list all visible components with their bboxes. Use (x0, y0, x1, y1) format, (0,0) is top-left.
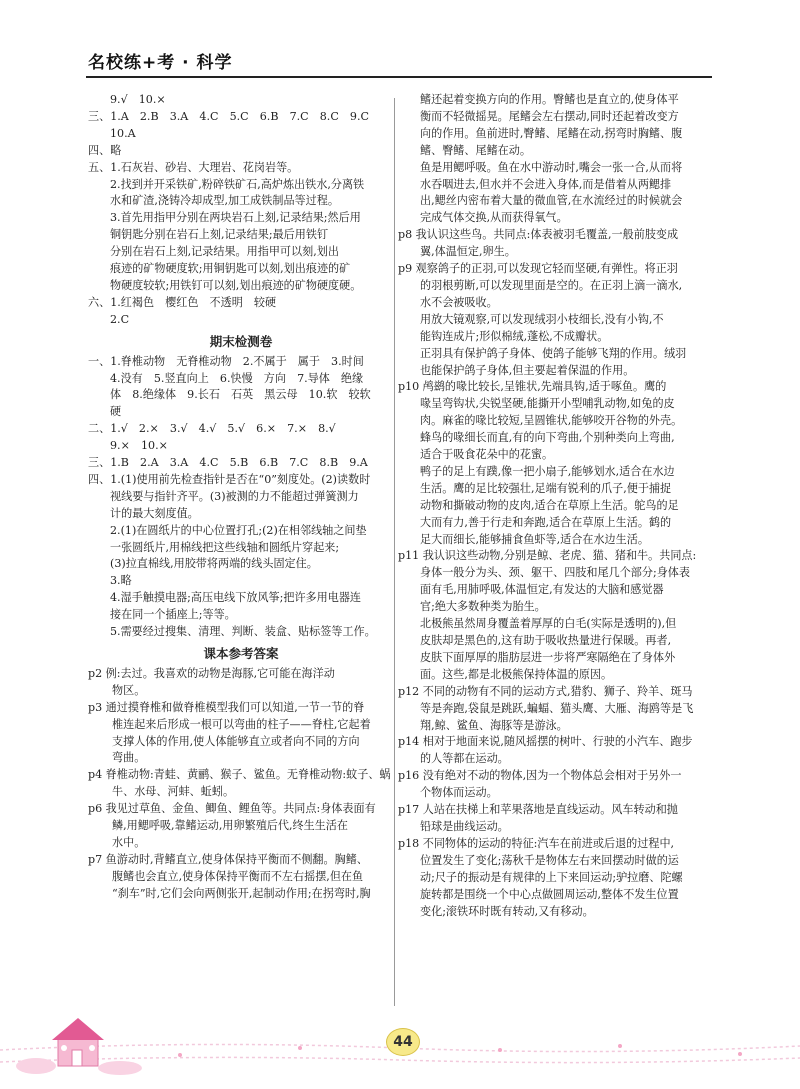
text-line: p2 例:去过。我喜欢的动物是海豚,它可能在海洋动 (88, 666, 335, 680)
text-line: 四、1.(1)使用前先检查指针是否在“0”刻度处。(2)读数时 (88, 472, 371, 486)
text-line: 9.× 10.× (110, 439, 168, 453)
text-line: 2.C (110, 312, 130, 326)
page-number: 44 (386, 1028, 420, 1056)
text-line: 皮肤下面厚厚的脂肪层进一步将严寒隔绝在了身体外 (420, 650, 676, 664)
text-line: 生活。鹰的足比较强壮,足端有锐利的爪子,便于捕捉 (420, 481, 672, 495)
text-line: 五、1.石灰岩、砂岩、大理岩、花岗岩等。 (88, 160, 299, 174)
text-line: 鳍、臀鳍、尾鳍在动。 (420, 143, 531, 157)
text-line: 腹鳍也会直立,使身体保持平衡而不左右摇摆,但在鱼 (112, 869, 364, 883)
text-line: 水中。 (112, 835, 146, 849)
text-line: 三、1.A 2.B 3.A 4.C 5.C 6.B 7.C 8.C 9.C (88, 109, 369, 123)
text-line: 一张圆纸片,用棉线把这些线轴和圆纸片穿起来; (110, 540, 340, 554)
text-line: 鸭子的足上有蹼,像一把小扇子,能够划水,适合在水边 (420, 464, 675, 478)
text-line: 蜂鸟的喙细长而直,有的向下弯曲,个别种类向上弯曲, (420, 431, 675, 445)
text-line: 椎连起来后形成一根可以弯曲的柱子——脊柱,它起着 (112, 717, 371, 731)
text-line: 4.没有 5.竖直向上 6.快慢 方向 7.导体 绝缘 (110, 371, 364, 385)
text-line: 官;绝大多数种类为胎生。 (420, 600, 546, 614)
text-line: 硬 (110, 405, 122, 419)
text-line: p4 脊椎动物:青蛙、黄鹂、猴子、鲨鱼。无脊椎动物:蚊子、蜗 (88, 768, 391, 782)
section-title-textbook-answers: 课本参考答案 (203, 646, 279, 661)
text-line: 二、1.√ 2.× 3.√ 4.√ 5.√ 6.× 7.× 8.√ (88, 422, 336, 436)
text-line: 正羽具有保护鸽子身体、使鸽子能够飞翔的作用。绒羽 (420, 346, 687, 360)
text-line: 翔,鲸、鲨鱼、海豚等是游泳。 (420, 718, 568, 732)
text-line: 视线要与指针齐平。(3)被测的力不能超过弹簧测力 (110, 489, 359, 503)
text-line: 位置发生了变化;荡秋千是物体左右来回摆动时做的运 (420, 853, 679, 867)
text-line: 铜钥匙分别在岩石上刻,记录结果;最后用铁钉 (110, 228, 329, 242)
text-line: 大而有力,善于行走和奔跑,适合在草原上生活。鹤的 (420, 515, 672, 529)
text-line: 用放大镜观察,可以发现绒羽小枝细长,没有小钩,不 (420, 312, 664, 326)
text-line: p18 不同物体的运动的特征:汽车在前进或后退的过程中, (398, 836, 675, 850)
text-line: 2.(1)在圆纸片的中心位置打孔;(2)在相邻线轴之间垫 (110, 523, 367, 537)
text-line: 的羽根剪断,可以发现里面是空的。在正羽上滴一滴水, (420, 278, 683, 292)
text-line: 出,鳃丝内密布着大量的微血管,在水流经过的时候就会 (420, 194, 683, 208)
text-line: p7 鱼游动时,背鳍直立,使身体保持平衡而不侧翻。胸鳍、 (88, 852, 368, 866)
text-line: 10.A (110, 126, 136, 140)
text-line: 等是奔跑,袋鼠是跳跃,蝙蝠、猫头鹰、大雁、海鸥等是飞 (420, 701, 694, 715)
text-line: 面。这些,都是北极熊保持体温的原因。 (420, 667, 613, 681)
text-line: p17 人站在扶梯上和苹果落地是直线运动。风车转动和抛 (398, 803, 678, 817)
text-line: 足大而细长,能够捕食鱼虾等,适合在水边生活。 (420, 532, 649, 546)
text-line: 9.√ 10.× (110, 93, 166, 106)
text-line: 身体一般分为头、颈、躯干、四肢和尾几个部分;身体表 (420, 566, 690, 580)
text-line: 5.需要经过搜集、清理、判断、装盒、贴标签等工作。 (110, 625, 376, 639)
text-line: 的人等都在运动。 (420, 752, 509, 766)
text-line: 适合于吸食花朵中的花蜜。 (420, 448, 554, 462)
column-divider (394, 98, 395, 1006)
text-line: 变化;滚铁环时既有转动,又有移动。 (420, 904, 594, 918)
text-line: p10 鸬鹚的喙比较长,呈锥状,先端具钩,适于啄鱼。鹰的 (398, 380, 667, 394)
right-column (398, 92, 716, 920)
house-icon (52, 1018, 104, 1066)
text-line: 痕迹的矿物硬度软;用铜钥匙可以刻,划出痕迹的矿 (110, 262, 351, 276)
text-line: 接在同一个插座上;等等。 (110, 608, 236, 622)
text-line: 物硬度较软;用铁钉可以刻,划出痕迹的矿物硬度硬。 (110, 278, 362, 292)
text-line: 个物体而运动。 (420, 786, 498, 800)
text-line: p11 我认识这些动物,分别是鲸、老虎、猫、猪和牛。共同点: (398, 549, 697, 563)
text-line: 三、1.B 2.A 3.A 4.C 5.B 6.B 7.C 8.B 9.A (88, 456, 368, 470)
text-line: 完成气体交换,从而获得氧气。 (420, 211, 568, 225)
text-line: p8 我认识这些鸟。共同点:体表被羽毛覆盖,一般前肢变成 (398, 228, 679, 242)
text-line: 北极熊虽然周身覆盖着厚厚的白毛(实际是透明的),但 (420, 617, 677, 631)
text-line: “刹车”时,它们会向两侧张开,起制动作用;在拐弯时,胸 (112, 886, 371, 900)
text-line: 能钩连成片;形似棉绒,蓬松,不成瓣状。 (420, 329, 609, 343)
text-line: 翼,体温恒定,卵生。 (420, 245, 516, 259)
text-line: p14 相对于地面来说,随风摇摆的树叶、行驶的小汽车、跑步 (398, 735, 693, 749)
text-line: p12 不同的动物有不同的运动方式,猎豹、狮子、羚羊、斑马 (398, 684, 693, 698)
text-line: 动;尺子的振动是有规律的上下来回运动;驴拉磨、陀螺 (420, 870, 683, 884)
text-line: 喙呈弯钩状,尖锐坚硬,能撕开小型哺乳动物,如兔的皮 (420, 397, 675, 411)
text-line: 弯曲。 (112, 751, 146, 765)
text-line: 4.湿手触摸电器;高压电线下放风筝;把许多用电器连 (110, 591, 362, 605)
text-line: 3.略 (110, 574, 132, 588)
text-line: 水吞咽进去,但水并不会进入身体,而是借着从两鳃排 (420, 177, 672, 191)
text-line: 鱼是用鳃呼吸。鱼在水中游动时,嘴会一张一合,从而将 (420, 160, 683, 174)
header-rule (86, 76, 712, 78)
text-line: 计的最大刻度值。 (110, 506, 199, 520)
text-line: 牛、水母、河蚌、蚯蚓。 (112, 785, 235, 799)
text-line: p6 我见过草鱼、金鱼、鲫鱼、鲤鱼等。共同点:身体表面有 (88, 802, 376, 816)
text-line: 皮肤却是黑色的,这有助于吸收热量进行保暖。再者, (420, 634, 672, 647)
text-line: 鳍还起着变换方向的作用。臀鳍也是直立的,使身体平 (420, 93, 679, 106)
text-line: 2.找到并开采铁矿,粉碎铁矿石,高炉炼出铁水,分离铁 (110, 177, 365, 191)
text-line: 3.首先用指甲分别在两块岩石上刻,记录结果;然后用 (110, 211, 361, 225)
text-line: 四、略 (88, 143, 122, 157)
text-line: 旋转都是围绕一个中心点做圆周运动,整体不发生位置 (420, 887, 679, 901)
text-line: 分别在岩石上刻,记录结果。用指甲可以刻,划出 (110, 245, 339, 259)
text-line: 也能保护鸽子身体,但主要起着保温的作用。 (420, 363, 635, 377)
text-line: 物区。 (112, 683, 146, 697)
text-line: 一、1.脊椎动物 无脊椎动物 2.不属于 属于 3.时间 (88, 354, 364, 368)
text-line: p3 通过摸脊椎和做脊椎模型我们可以知道,一节一节的脊 (88, 700, 365, 714)
text-line: 鳞,用鳃呼吸,靠鳍运动,用卵繁殖后代,终生生活在 (112, 819, 348, 833)
text-line: 铅球是曲线运动。 (420, 819, 509, 833)
text-line: 衡而不轻微摇晃。尾鳍会左右摆动,同时还起着改变方 (420, 109, 679, 123)
left-column (88, 92, 394, 903)
page-header (0, 0, 800, 78)
text-line: 水不会被吸收。 (420, 295, 498, 309)
page-footer (0, 1010, 800, 1085)
text-line: 体 8.绝缘体 9.长石 石英 黑云母 10.软 较软 (110, 388, 371, 402)
text-line: 动物和撕破动物的皮肉,适合在草原上生活。鸵鸟的足 (420, 498, 679, 512)
text-line: 水和矿渣,浇铸冷却成型,加工成铁制品等过程。 (110, 194, 339, 208)
text-line: 六、1.红褐色 樱红色 不透明 较硬 (88, 295, 277, 309)
text-line: 肉。麻雀的喙比较短,呈圆锥状,能够咬开谷物的外壳。 (420, 414, 683, 428)
section-title-final-exam: 期末检测卷 (209, 333, 273, 349)
text-line: 向的作用。鱼前进时,臀鳍、尾鳍在动,拐弯时胸鳍、腹 (420, 126, 683, 140)
text-line: p16 没有绝对不动的物体,因为一个物体总会相对于另外一 (398, 769, 682, 783)
text-line: 支撑人体的作用,使人体能够直立或者向不同的方向 (112, 734, 360, 748)
text-line: 面有毛,用肺呼吸,体温恒定,有发达的大脑和感觉器 (420, 583, 664, 597)
book-title: 名校练+考 · 科学 (88, 53, 233, 73)
text-line: (3)拉直棉线,用胶带将两端的线头固定住。 (110, 557, 318, 571)
text-line: p9 观察鸽子的正羽,可以发现它轻而坚硬,有弹性。将正羽 (398, 262, 678, 276)
